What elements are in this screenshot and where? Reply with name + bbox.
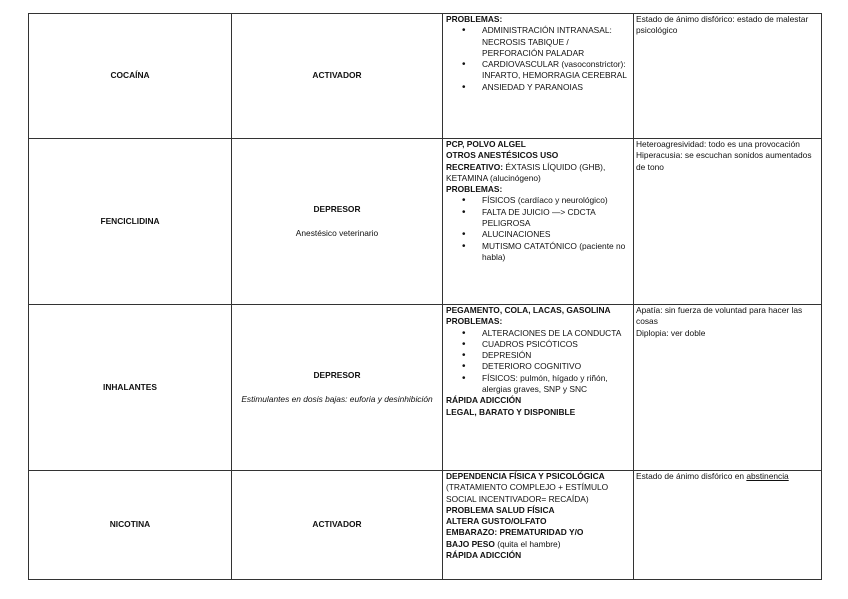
type-label: ACTIVADOR: [312, 519, 362, 530]
table-row-fenciclidina: [29, 139, 822, 305]
notes-cell: [634, 139, 822, 305]
type-subtitle: Anestésico veterinario: [295, 227, 379, 238]
line-rest: (quita el hambre): [494, 538, 561, 549]
list-item: • FALTA DE JUICIO —> CDCTA PELIGROSA: [482, 207, 631, 230]
note-text: Apatía: sin fuerza de voluntad para hacer las cosas: [636, 305, 803, 327]
list-item: • MUTISMO CATATÓNICO (paciente no habla): [482, 241, 631, 264]
table-row-nicotina: [29, 471, 822, 580]
note-underlined: abstinencia: [746, 471, 789, 481]
line: [446, 162, 631, 185]
problems-list: [446, 328, 631, 396]
note-text: Estado de ánimo disfórico: estado de malestar psicológico: [636, 14, 809, 36]
type-subtitle: Estimulantes en dosis bajas: euforia y desinhibición: [241, 393, 433, 404]
line: PCP, POLVO ALGEL: [446, 139, 526, 149]
substance-name: INHALANTES: [29, 305, 232, 471]
line-rest: ÉXTASIS LÍQUIDO (GHB), KETAMINA (alucinógeno): [446, 161, 606, 183]
line-bold: RECREATIVO:: [446, 161, 504, 172]
problems-cell: [443, 14, 634, 139]
problems-cell: [443, 471, 634, 580]
line-bold: BAJO PESO: [446, 538, 495, 549]
substance-name: NICOTINA: [29, 471, 232, 580]
line: OTROS ANESTÉSICOS USO: [446, 150, 559, 161]
type-label: ACTIVADOR: [312, 70, 362, 81]
notes-cell: [634, 14, 822, 139]
table-row-inhalantes: [29, 305, 822, 471]
table-row-cocaina: [29, 14, 822, 139]
note-text: Diplopia: ver doble: [636, 327, 706, 338]
type-label: DEPRESOR: [313, 204, 361, 215]
line: RÁPIDA ADICCIÓN: [446, 550, 522, 561]
line: EMBARAZO: PREMATURIDAD Y/O: [446, 527, 584, 538]
substance-type: [232, 471, 443, 580]
list-item: • DEPRESIÓN: [482, 350, 631, 361]
note-text: Hiperacusia: se escuchan sonidos aumentados de tono: [636, 150, 812, 172]
line: ALTERA GUSTO/OLFATO: [446, 516, 547, 527]
substance-type: [232, 14, 443, 139]
problems-list: [446, 25, 631, 93]
substance-name: FENCICLIDINA: [29, 139, 232, 305]
list-item: • CARDIOVASCULAR (vasoconstrictor): INFARTO, HEMORRAGIA CEREBRAL: [482, 59, 631, 82]
list-item: • FÍSICOS: pulmón, hígado y riñón, alergias graves, SNP y SNC: [482, 373, 631, 396]
list-item: • FÍSICOS (cardíaco y neurológico): [482, 195, 631, 206]
line: PEGAMENTO, COLA, LACAS, GASOLINA: [446, 305, 611, 315]
list-item: • CUADROS PSICÓTICOS: [482, 339, 631, 350]
line: LEGAL, BARATO Y DISPONIBLE: [446, 406, 576, 417]
line: (TRATAMIENTO COMPLEJO + ESTÍMULO SOCIAL INCENTIVADOR= RECAÍDA): [446, 482, 609, 504]
substance-name: COCAÍNA: [29, 14, 232, 139]
problems-list: [446, 195, 631, 263]
notes-cell: [634, 305, 822, 471]
list-item: • DETERIORO COGNITIVO: [482, 361, 631, 372]
substance-type: [232, 139, 443, 305]
list-item: • ALUCINACIONES: [482, 229, 631, 240]
line: PROBLEMA SALUD FÍSICA: [446, 504, 555, 515]
problems-label: PROBLEMAS:: [446, 14, 503, 24]
note-prefix: Estado de ánimo disfórico en: [636, 471, 747, 481]
type-label: DEPRESOR: [313, 370, 361, 381]
note-text: Heteroagresividad: todo es una provocación: [636, 139, 800, 149]
line: RÁPIDA ADICCIÓN: [446, 395, 522, 406]
line: [446, 539, 631, 550]
problems-label: PROBLEMAS:: [446, 184, 503, 195]
list-item: • ANSIEDAD Y PARANOIAS: [482, 82, 631, 93]
substance-type: [232, 305, 443, 471]
list-item: • ALTERACIONES DE LA CONDUCTA: [482, 328, 631, 339]
notes-cell: [634, 471, 822, 580]
problems-cell: [443, 139, 634, 305]
problems-cell: [443, 305, 634, 471]
drugs-table: [28, 13, 822, 580]
note-text: [636, 471, 819, 482]
line: DEPENDENCIA FÍSICA Y PSICOLÓGICA: [446, 471, 605, 481]
problems-label: PROBLEMAS:: [446, 316, 503, 327]
list-item: • ADMINISTRACIÓN INTRANASAL: NECROSIS TABIQUE / PERFORACIÓN PALADAR: [482, 25, 631, 59]
